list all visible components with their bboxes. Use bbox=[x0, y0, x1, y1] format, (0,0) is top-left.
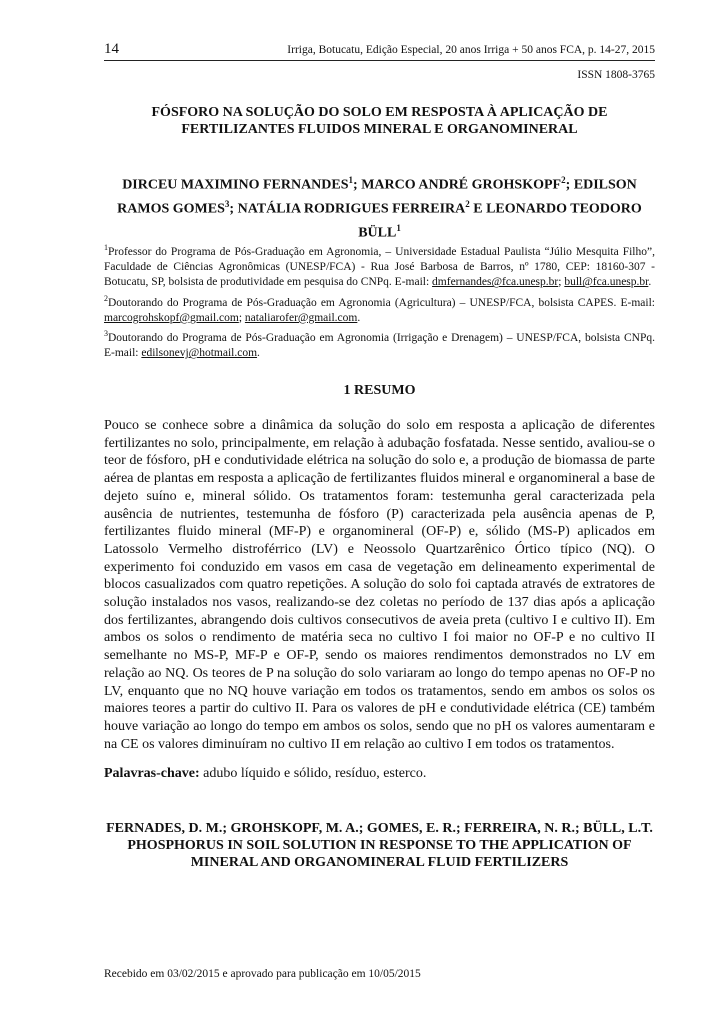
email-separator: ; bbox=[558, 276, 565, 289]
affiliation-1 bbox=[104, 240, 655, 291]
keywords bbox=[104, 766, 655, 782]
author-name: EDILSON RAMOS GOMES bbox=[117, 177, 637, 217]
author-separator: E bbox=[469, 201, 487, 217]
affil-text: Doutorando do Programa de Pós-Graduação em Agronomia (Irrigação e Drenagem) – UNESP/FCA, bolsista CNPq. E-mail: bbox=[104, 331, 655, 360]
author-affil-mark: 1 bbox=[396, 223, 401, 234]
author-separator: ; bbox=[229, 201, 238, 217]
email-link[interactable]: nataliarofer@gmail.com bbox=[244, 311, 358, 324]
affil-mark: 2 bbox=[104, 293, 108, 303]
author-separator: ; bbox=[353, 177, 362, 193]
affil-mark: 3 bbox=[104, 329, 108, 339]
author-affil-mark: 2 bbox=[561, 175, 566, 185]
author-name: LEONARDO TEODORO BÜLL bbox=[358, 201, 642, 241]
author-affil-mark: 3 bbox=[224, 199, 230, 210]
journal-header: Irriga, Botucatu, Edição Especial, 20 anos Irriga + 50 anos FCA, p. 14-27, 2015 bbox=[287, 44, 655, 56]
section-heading-resumo: 1 RESUMO bbox=[343, 383, 416, 398]
issn: ISSN 1808-3765 bbox=[577, 69, 655, 81]
affil-text: Professor do Programa de Pós-Graduação em Agronomia, – Universidade Estadual Paulista “Júlio Mesquita Filho”, Faculdade de Ciências Agronômicas (UNESP/FCA) - Rua José Barbosa de Barros, nº 1780, CEP: 18160-307 - Botucatu, SP, bolsista de produtividade em pesquisa do CNPq. E-mail: bbox=[104, 245, 655, 289]
author-affil-mark: 1 bbox=[348, 175, 354, 185]
affil-text: Doutorando do Programa de Pós-Graduação em Agronomia (Agricultura) – UNESP/FCA, bolsista CAPES. E-mail: bbox=[108, 296, 655, 309]
article-title: FÓSFORO NA SOLUÇÃO DO SOLO EM RESPOSTA À APLICAÇÃO DE FERTILIZANTES FLUIDOS MINERAL E ORGANOMINERAL bbox=[151, 105, 608, 137]
keywords-list: adubo líquido e sólido, resíduo, esterco. bbox=[199, 766, 427, 781]
author-separator: ; bbox=[565, 177, 574, 193]
keywords-label: Palavras-chave: bbox=[104, 766, 200, 781]
page-number: 14 bbox=[104, 41, 119, 57]
abstract-text: Pouco se conhece sobre a dinâmica da solução do solo em resposta a aplicação de diferentes fertilizantes no solo, principalmente, em relação à adubação fosfatada. Nesse sentido, avaliou-se o teor de fósforo, pH e condutividade elétrica na solução do solo e, a produção de biomassa de parte aérea de plantas em resposta a aplicação de fertilizantes fluidos mineral e organomineral a base de dejeto suíno e, mineral sólido. Os tratamentos foram: testemunha geral caracterizada pela ausência de nutrientes, testemunha de fósforo (P) caracterizada pela ausência apenas de P, fertilizantes fluido mineral (MF-P) e organomineral (OF-P) e, sólido (MS-P) aplicados em Latossolo Vermelho distroférrico (LV) e Neossolo Quartzarênico Órtico típico (NQ). O experimento foi conduzido em vasos em casa de vegetação em delineamento experimental de blocos casualizados com quatro repetições. A solução do solo foi captada através de extratores de solução instalados nos vasos, realizando-se dez coletas no período de 137 dias após a aplicação dos fertilizantes, abrangendo dois cultivos consecutivos de aveia preta (cultivo I e cultivo II). Em ambos os solos o rendimento de matéria seca no cultivo I foi maior no OF-P e no cultivo II semelhante no MS-P, MF-P e OF-P, sendo os maiores rendimentos demonstrados no LV em relação ao NQ. Os teores de P na solução do solo variaram ao longo do tempo apenas no OF-P no LV, enquanto que no NQ houve variação em todos os tratamentos, sendo em ambos os solos os maiores teores a partir do cultivo II. Para os valores de pH e condutividade elétrica (CE) também houve variação ao longo do tempo em ambos os solos, sendo que no pH os valores aumentaram e na CE os valores diminuíram no cultivo II em relação ao cultivo I em todos os tratamentos. bbox=[104, 418, 655, 752]
email-link[interactable]: dmfernandes@fca.unesp.br bbox=[432, 276, 559, 289]
affil-end: . bbox=[357, 311, 361, 324]
affiliation-2 bbox=[104, 291, 655, 326]
author-affil-mark: 2 bbox=[465, 199, 470, 210]
author-name: MARCO ANDRÉ GROHSKOPF bbox=[361, 177, 562, 193]
author-name: DIRCEU MAXIMINO FERNANDES bbox=[122, 177, 349, 193]
email-link[interactable]: bull@fca.unesp.br bbox=[564, 276, 649, 289]
email-link[interactable]: edilsonevj@hotmail.com bbox=[141, 347, 258, 360]
affiliations bbox=[104, 240, 655, 362]
english-title: PHOSPHORUS IN SOIL SOLUTION IN RESPONSE TO THE APPLICATION OF MINERAL AND ORGANOMINERAL FLUID FERTILIZERS bbox=[127, 838, 632, 870]
received-note: Recebido em 03/02/2015 e aprovado para publicação em 10/05/2015 bbox=[104, 968, 421, 980]
author-name: NATÁLIA RODRIGUES FERREIRA bbox=[237, 201, 466, 217]
email-link[interactable]: marcogrohskopf@gmail.com bbox=[104, 311, 239, 324]
author-list bbox=[104, 171, 655, 243]
affil-end: . bbox=[648, 276, 652, 289]
email-separator: ; bbox=[238, 311, 245, 324]
english-heading-block bbox=[104, 820, 655, 871]
affil-end: . bbox=[257, 347, 260, 360]
affiliation-3 bbox=[104, 326, 655, 361]
header-rule bbox=[104, 60, 655, 61]
citation-line: FERNADES, D. M.; GROHSKOPF, M. A.; GOMES, E. R.; FERREIRA, N. R.; BÜLL, L.T. bbox=[106, 821, 653, 836]
affil-mark: 1 bbox=[104, 243, 108, 252]
